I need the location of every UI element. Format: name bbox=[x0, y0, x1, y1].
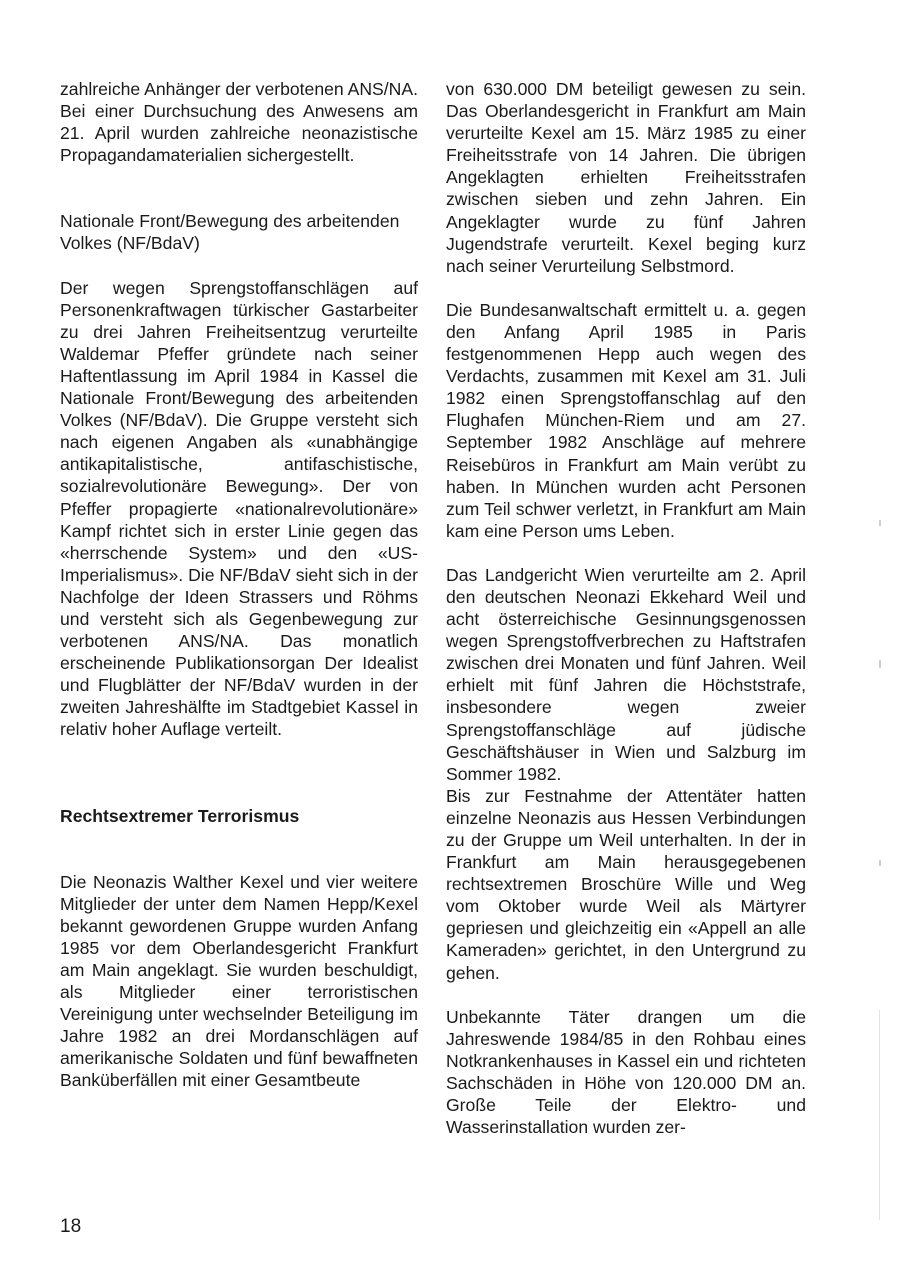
section-heading-nf-bdav: Nationale Front/Bewegung des arbeitenden Volkes (NF/BdaV) bbox=[60, 211, 400, 254]
paragraph-kexel-verdict: von 630.000 DM beteiligt gewesen zu sein. Das Oberlandesgericht in Frankfurt am Main verurteilte Kexel am 15. März 1985 zu einer Freiheitsstrafe von 14 Jahren. Die übrigen Angeklagten erhielten Freiheitsstrafen zwischen sieben und zehn Jahren. Ein Angeklagter wurde zu fünf Jahren Jugendstrafe verurteilt. Kexel beging kurz nach seiner Verurteilung Selbstmord. bbox=[446, 79, 806, 276]
left-column bbox=[60, 78, 418, 1092]
paragraph-ans-na-search: zahlreiche Anhänger der verbotenen ANS/NA. Bei einer Durchsuchung des Anwesens am 21. April wurden zahlreiche neonazistische Propagandamaterialien sichergestellt. bbox=[60, 79, 418, 166]
paragraph-landgericht-wien: Das Landgericht Wien verurteilte am 2. April den deutschen Neonazi Ekkehard Weil und acht österreichische Gesinnungsgenossen wegen Sprengstoffverbrechen zu Haftstrafen zwischen drei Monaten und fünf Jahren. Weil erhielt mit fünf Jahren die Höchststrafe, insbesondere wegen zweier Sprengstoffanschläge auf jüdische Geschäftshäuser in Wien und Salzburg im Sommer 1982. bbox=[446, 564, 806, 784]
paragraph-bundesanwaltschaft: Die Bundesanwaltschaft ermittelt u. a. gegen den Anfang April 1985 in Paris festgenommenen Hepp auch wegen des Verdachts, zusammen mit Kexel am 31. Juli 1982 einen Sprengstoffanschlag auf den Flughafen München-Riem und am 27. September 1982 Anschläge auf mehrere Reisebüros in Frankfurt am Main verübt zu haben. In München wurden acht Personen zum Teil schwer verletzt, in Frankfurt am Main kam eine Person ums Leben. bbox=[446, 299, 806, 541]
scan-edge-mark bbox=[879, 520, 881, 526]
section-heading-terrorism: Rechtsextremer Terrorismus bbox=[60, 805, 300, 826]
paragraph-hepp-kexel: Die Neonazis Walther Kexel und vier weitere Mitglieder der unter dem Namen Hepp/Kexel bekannt gewordenen Gruppe wurden Anfang 1985 vor dem Oberlandesgericht Frankfurt am Main angeklagt. Sie wurden beschuldigt, als Mitglieder einer terroristischen Vereinigung unter wechselnder Beteiligung im Jahre 1982 an drei Mordanschlägen auf amerikanische Soldaten und fünf bewaffneten Banküberfällen mit einer Gesamtbeute bbox=[60, 871, 418, 1091]
scan-edge-mark bbox=[879, 660, 881, 668]
paragraph-kassel-damage: Unbekannte Täter drangen um die Jahreswende 1984/85 in den Rohbau eines Notkrankenhauses in Kassel ein und richteten Sachschäden in Höhe von 120.000 DM an. Große Teile der Elektro- und Wasserinstallation wurden zer- bbox=[446, 1006, 806, 1138]
paragraph-weil-connections: Bis zur Festnahme der Attentäter hatten einzelne Neonazis aus Hessen Verbindungen zu der Gruppe um Weil unterhalten. In der in Frankfurt am Main herausgegebenen rechtsextremen Broschüre Wille und Weg vom Oktober wurde Weil als Märtyrer gepriesen und gleichzeitig ein «Appell an alle Kameraden» gerichtet, in den Untergrund zu gehen. bbox=[446, 785, 806, 983]
paragraph-nf-bdav: Der wegen Sprengstoffanschlägen auf Personenkraftwagen türkischer Gastarbeiter zu drei Jahren Freiheitsentzug verurteilte Waldemar Pfeffer gründete nach seiner Haftentlassung im April 1984 in Kassel die Nationale Front/Bewegung des arbeitenden Volkes (NF/BdaV). Die Gruppe versteht sich nach eigenen Angaben als «unabhängige antikapitalistische, antifaschistische, sozialrevolutionäre Bewegung». Der von Pfeffer propagierte «nationalrevolutionäre» Kampf richtet sich in erster Linie gegen das «herrschende System» und den «US-Imperialismus». Die NF/BdaV sieht sich in der Nachfolge der Ideen Strassers und Röhms und versteht sich als Gegenbewegung zur verbotenen ANS/NA. Das monatlich erscheinende Publikationsorgan Der Idealist und Flugblätter der NF/BdaV wurden in der zweiten Jahreshälfte im Stadtgebiet Kassel in relativ hoher Auflage verteilt. bbox=[60, 277, 418, 740]
page-number: 18 bbox=[60, 1216, 82, 1237]
scan-edge-mark bbox=[879, 860, 881, 866]
scan-edge-line bbox=[879, 1010, 880, 1220]
right-column bbox=[446, 78, 806, 1138]
